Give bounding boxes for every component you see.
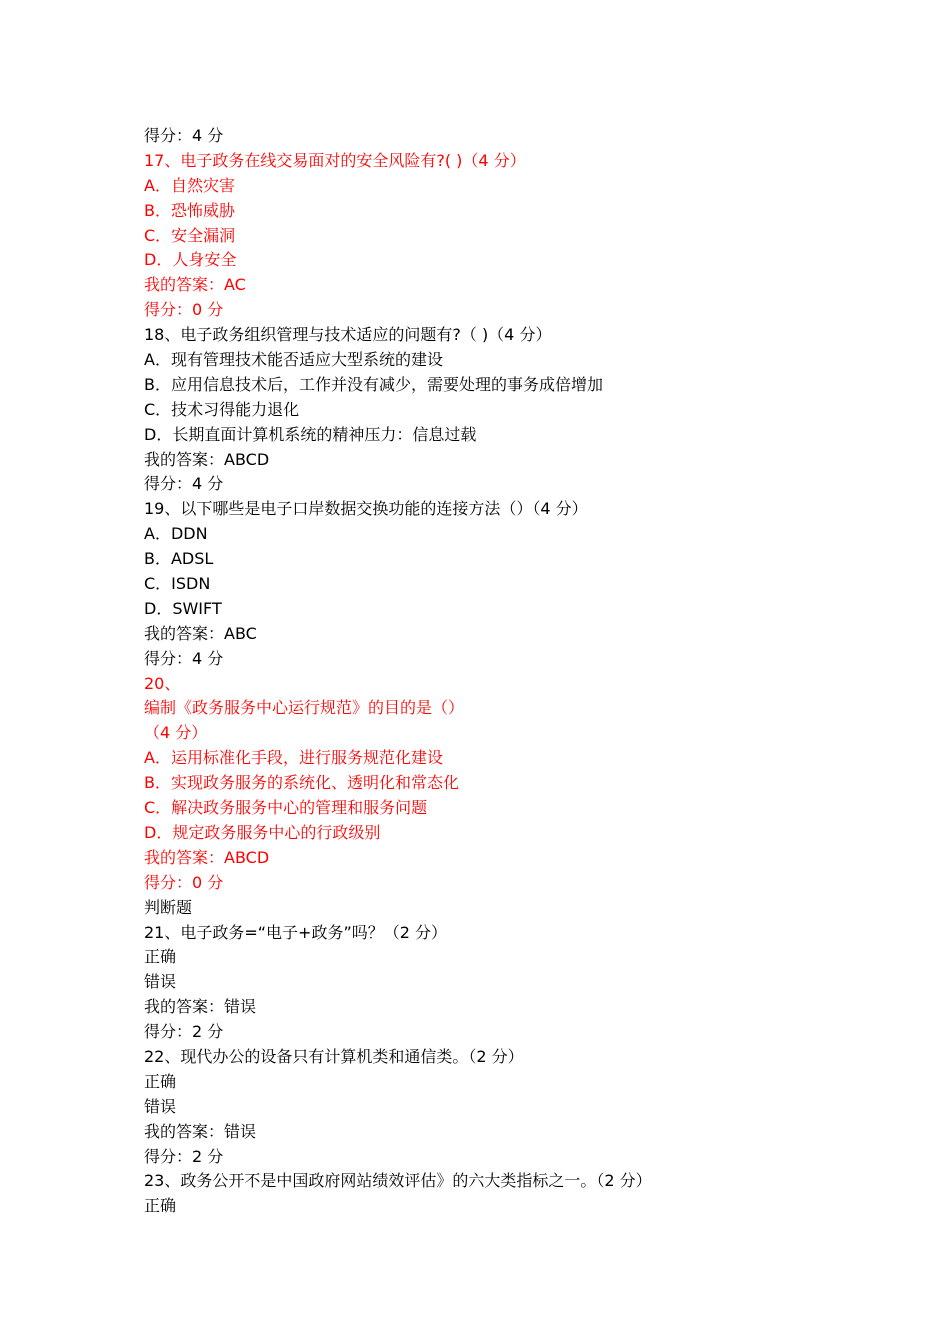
document-body	[144, 124, 844, 1219]
text-line: A．DDN	[144, 524, 208, 544]
text-line: C．解决政务服务中心的管理和服务问题	[144, 798, 428, 818]
text-line: 得分：2 分	[144, 1022, 224, 1042]
text-line: C．技术习得能力退化	[144, 399, 300, 419]
text-line: 我的答案：错误	[144, 997, 257, 1017]
text-line: 17、电子政务在线交易面对的安全风险有?( )（4 分）	[144, 150, 526, 170]
text-line: 得分：4 分	[144, 126, 224, 145]
text-line: A．现有管理技术能否适应大型系统的建设	[144, 350, 443, 370]
text-line: D．人身安全	[144, 250, 237, 270]
text-line: 得分：4 分	[144, 474, 224, 494]
text-line: 错误	[144, 972, 177, 992]
text-line: 错误	[144, 1096, 177, 1116]
text-line: 21、电子政务=“电子+政务”吗？（2 分）	[144, 922, 448, 942]
text-line: 我的答案：ABCD	[144, 449, 270, 469]
text-line: C．ISDN	[144, 574, 211, 594]
text-line: D．规定政务服务中心的行政级别	[144, 822, 381, 842]
text-line: 正确	[144, 1196, 177, 1216]
text-line: B．实现政务服务的系统化、透明化和常态化	[144, 773, 459, 793]
text-line: B．恐怖威胁	[144, 200, 235, 220]
text-line: 我的答案：错误	[144, 1121, 257, 1141]
text-line: 得分：0 分	[144, 300, 224, 320]
text-line: 18、电子政务组织管理与技术适应的问题有?（ )（4 分）	[144, 325, 552, 345]
text-line: 判断题	[144, 897, 193, 917]
text-line: C．安全漏洞	[144, 225, 236, 245]
text-line: 得分：2 分	[144, 1146, 224, 1166]
text-line: 22、现代办公的设备只有计算机类和通信类。（2 分）	[144, 1046, 524, 1066]
text-line: 我的答案：ABC	[144, 623, 257, 643]
text-line: 19、以下哪些是电子口岸数据交换功能的连接方法（）（4 分）	[144, 499, 588, 519]
text-line: 20、	[144, 673, 181, 693]
text-line: （4 分）	[144, 723, 208, 743]
text-line: D．长期直面计算机系统的精神压力：信息过载	[144, 424, 477, 444]
text-line: B．应用信息技术后，工作并没有减少，需要处理的事务成倍增加	[144, 374, 603, 394]
text-line: 正确	[144, 947, 177, 967]
text-line: A．运用标准化手段，进行服务规范化建设	[144, 748, 443, 768]
text-line: 得分：0 分	[144, 872, 224, 892]
text-line: 得分：4 分	[144, 648, 224, 668]
text-line: 我的答案：ABCD	[144, 847, 270, 867]
text-line: 正确	[144, 1071, 177, 1091]
text-line: 23、政务公开不是中国政府网站绩效评估》的六大类指标之一。（2 分）	[144, 1171, 652, 1191]
text-line: B．ADSL	[144, 549, 214, 569]
text-line: 我的答案：AC	[144, 275, 246, 295]
text-line: A．自然灾害	[144, 175, 235, 195]
text-line: 编制《政务服务中心运行规范》的目的是（）	[144, 698, 465, 718]
text-line: D．SWIFT	[144, 598, 222, 618]
